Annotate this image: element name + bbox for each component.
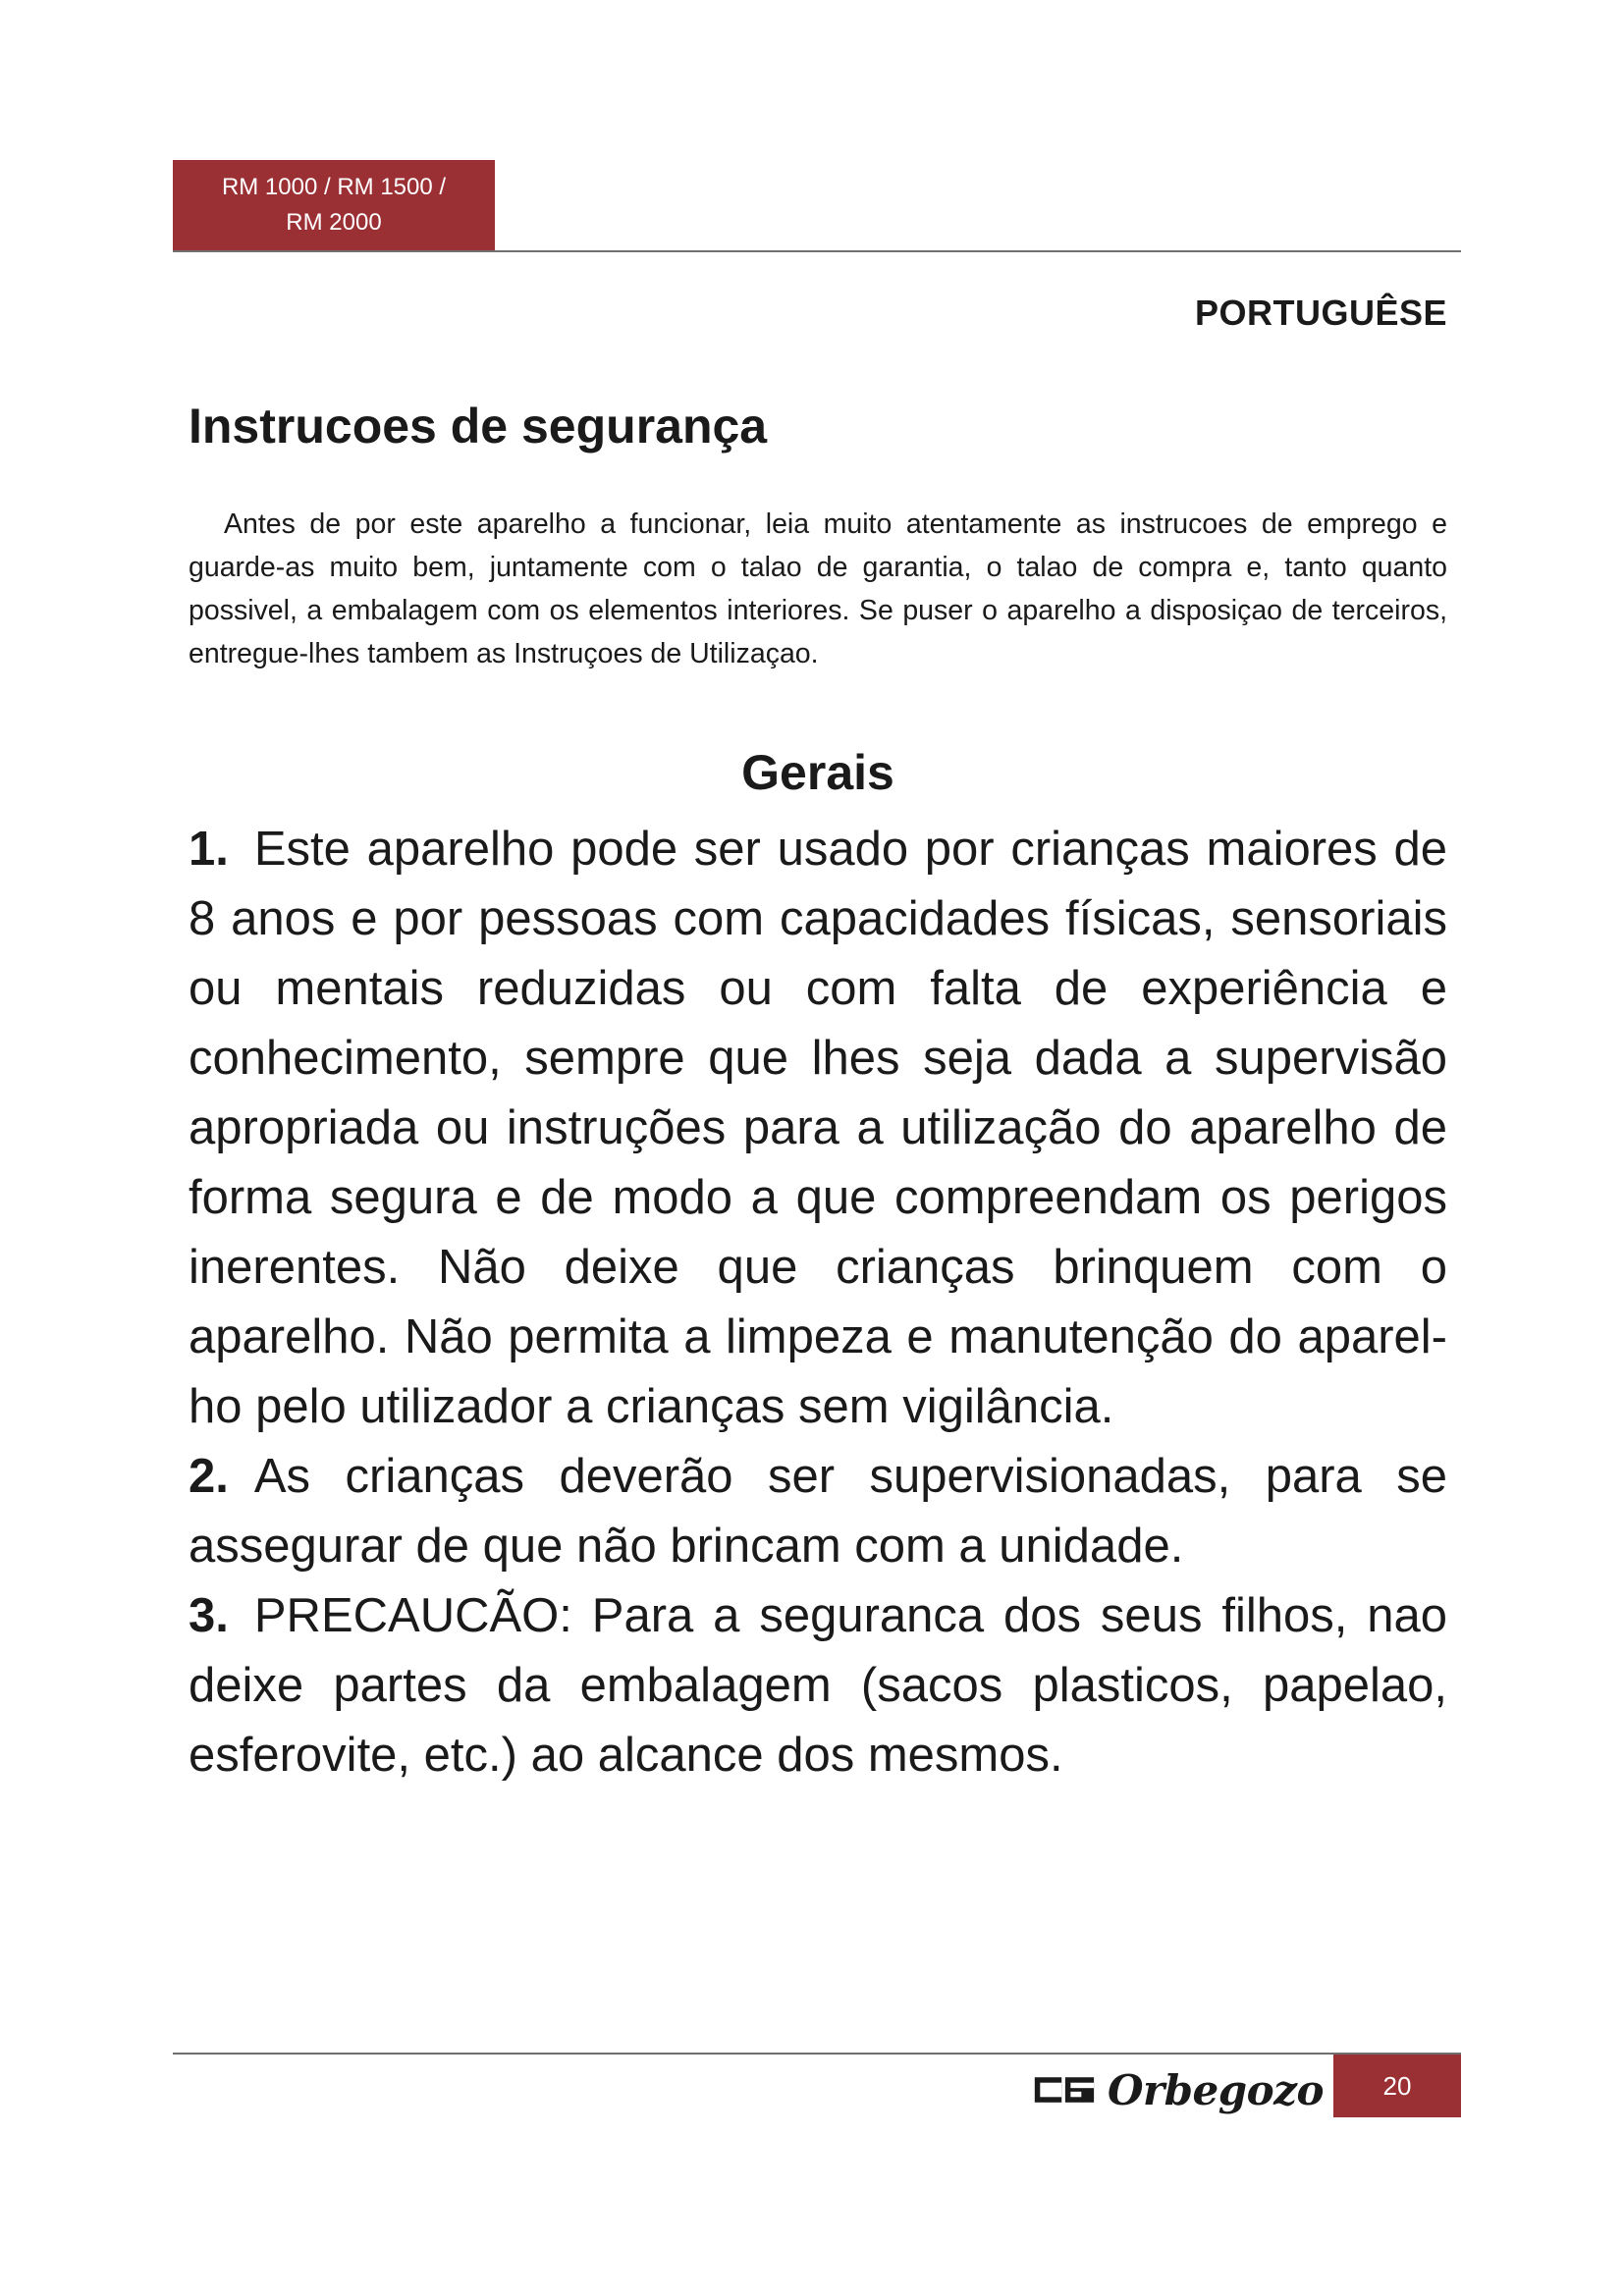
section-heading: Gerais	[741, 745, 894, 800]
model-line-2: RM 2000	[286, 209, 382, 236]
safety-items-list	[189, 815, 1447, 1790]
intro-paragraph: Antes de por este aparelho a funcionar, leia muito atentamente as instrucoes de emprego e guarde-as muito bem, juntamente com o talao de garantia, o talao de compra e, tanto quanto possivel, a embalagem com os elementos interiores. Se puser o aparelho a disposiçao de terceiros, entregue-lhes tambem as Instruçoes de Utilizaçao.	[189, 508, 1447, 669]
list-item	[189, 1581, 1447, 1790]
model-tab	[173, 160, 495, 250]
page-title: Instrucoes de segurança	[189, 399, 768, 454]
model-line-1: RM 1000 / RM 1500 /	[221, 174, 447, 200]
language-label: PORTUGUÊSE	[1194, 293, 1447, 333]
item-number: 1.	[189, 823, 229, 876]
brand-mark-icon	[1033, 2070, 1096, 2109]
item-text: Este aparelho pode ser usado por crianças maiores de 8 anos e por pessoas com capacidades físicas, sensoriais ou mentais reduzidas ou com falta de experiência e conhecimento, sempre que lhes seja dada a supervisão apropriada ou instruções para a utilização do aparelho de forma segura e de modo a que compreendam os perigos inerentes. Não deixe que crianças brinquem com o aparelho. Não permita a limpeza e manutenção do aparel-ho pelo utilizador a crianças sem vigilância.	[189, 823, 1447, 1433]
brand-name: Orbegozo	[1107, 2065, 1324, 2114]
header-divider	[173, 250, 1461, 252]
list-item	[189, 815, 1447, 1442]
footer-divider	[173, 2053, 1461, 2055]
item-number: 2.	[189, 1450, 229, 1503]
list-item	[189, 1442, 1447, 1581]
item-number: 3.	[189, 1589, 229, 1642]
brand-logo	[1033, 2059, 1324, 2120]
item-text: As crianças deverão ser supervisionadas, para se assegurar de que não brincam com a unidade.	[189, 1450, 1447, 1573]
item-text: PRECAUCÃO: Para a seguranca dos seus filhos, nao deixe partes da embalagem (sacos plasticos, papelao, esferovite, etc.) ao alcance dos mesmos.	[189, 1589, 1447, 1782]
page-number: 20	[1333, 2055, 1461, 2117]
